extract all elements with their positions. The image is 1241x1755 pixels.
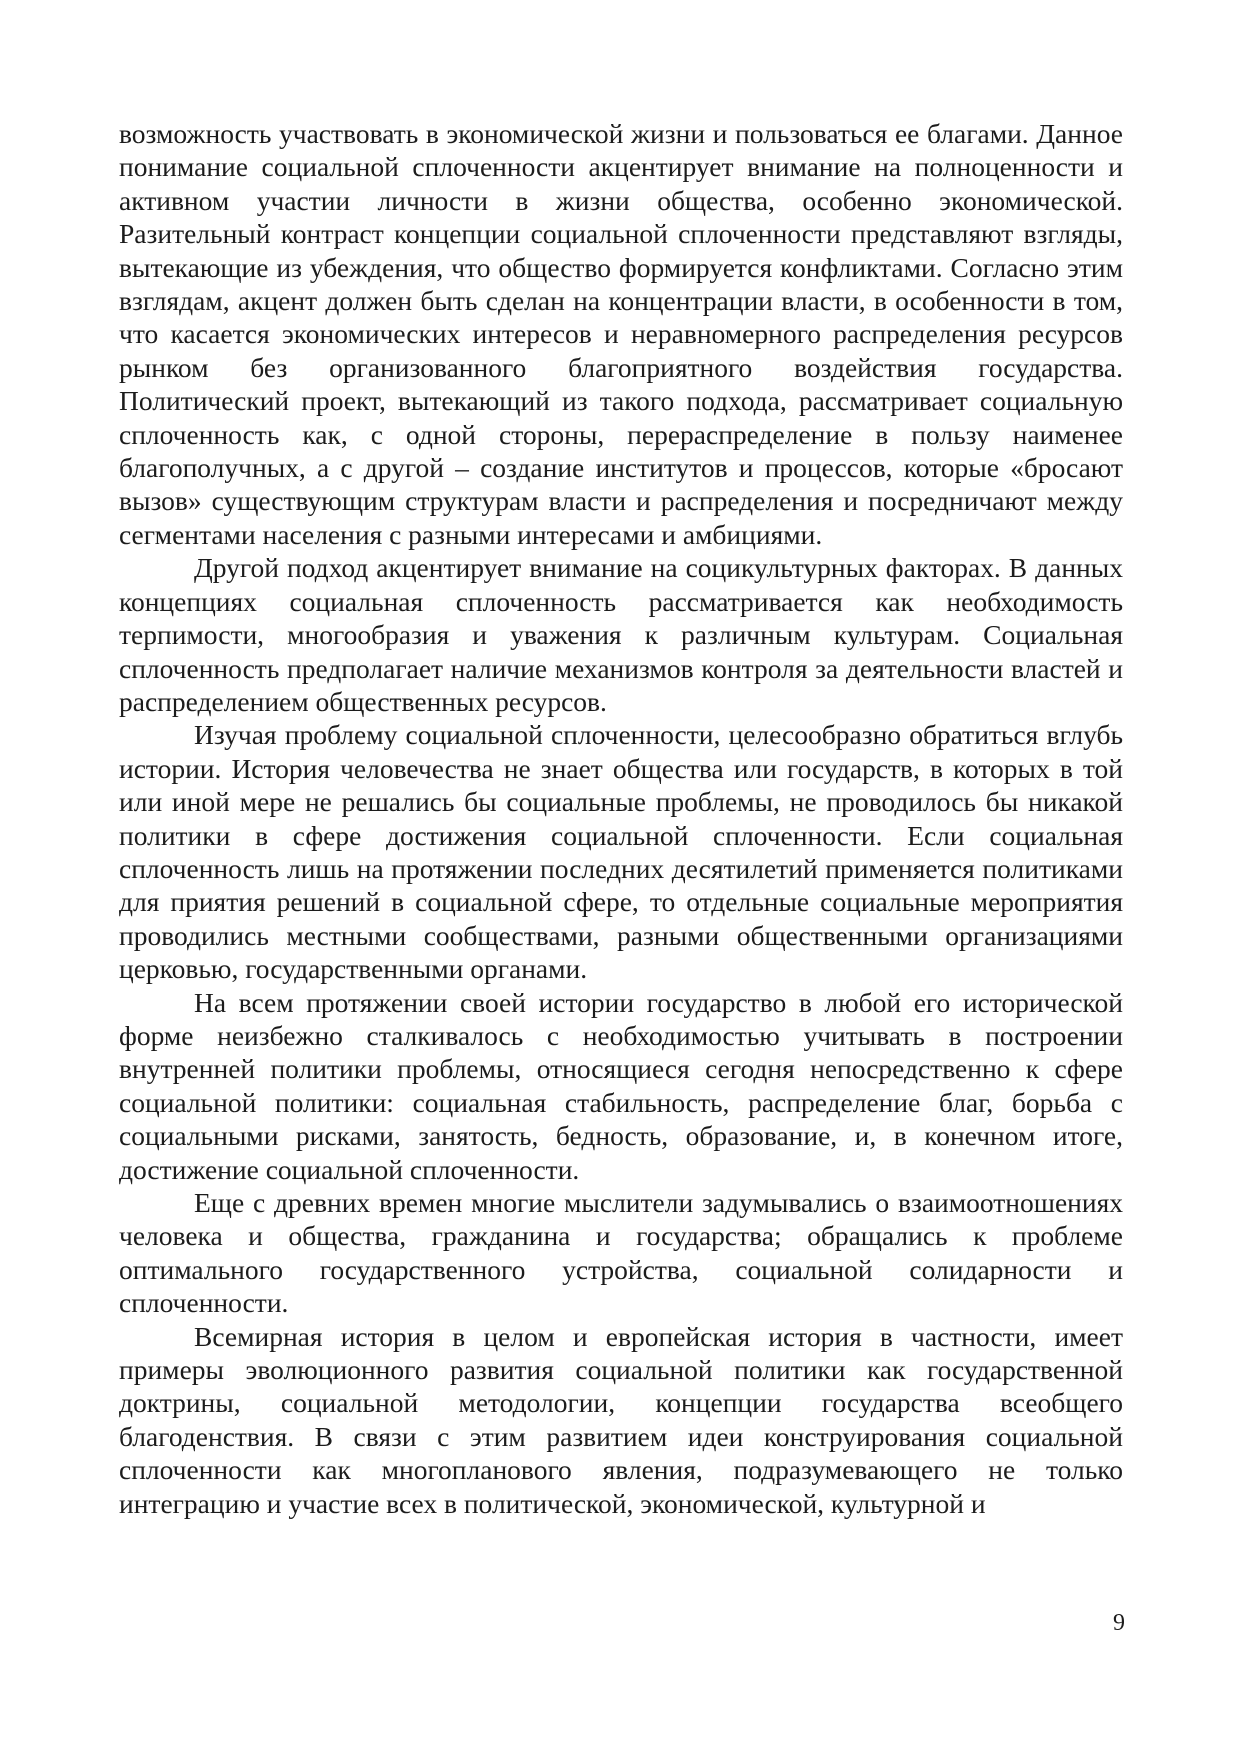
paragraph-continuation: возможность участвовать в экономической жизни и пользоваться ее благами. Данное понимание социальной сплоченности акцентирует внимание на полноценности и активном участии личности в жизни общества, особенно экономической. Разительный контраст концепции социальной сплоченности представляют взгляды, вытекающие из убеждения, что общество формируется конфликтами. Согласно этим взглядам, акцент должен быть сделан на концентрации власти, в особенности в том, что касается экономических интересов и неравномерного распределения ресурсов рынком без организованного благоприятного воздействия государства. Политический проект, вытекающий из такого подхода, рассматривает социальную сплоченность как, с одной стороны, перераспределение в пользу наименее благополучных, а с другой – создание институтов и процессов, которые «бросают вызов» существующим структурам власти и распределения и посредничают между сегментами населения с разными интересами и амбициями. <box>119 118 1123 550</box>
paragraph-history: Изучая проблему социальной сплоченности, целесообразно обратиться вглубь истории. История человечества не знает общества или государств, в которых в той или иной мере не решались бы социальные проблемы, не проводилось бы никакой политики в сфере достижения социальной сплоченности. Если социальная сплоченность лишь на протяжении последних десятилетий применяется политиками для приятия решений в социальной сфере, то отдельные социальные мероприятия проводились местными сообществами, разными общественными организациями церковью, государственными органами. <box>119 719 1123 985</box>
body-text <box>119 117 1123 1520</box>
paragraph-state: На всем протяжении своей истории государство в любой его исторической форме неизбежно сталкивалось с необходимостью учитывать в построении внутренней политики проблемы, относящиеся сегодня непосредственно к сфере социальной политики: социальная стабильность, распределение благ, борьба с социальными рисками, занятость, бедность, образование, и, в конечном итоге, достижение социальной сплоченности. <box>119 986 1123 1185</box>
paragraph-world-history: Всемирная история в целом и европейская история в частности, имеет примеры эволюционного развития социальной политики как государственной доктрины, социальной методологии, концепции государства всеобщего благоденствия. В связи с этим развитием идеи конструирования социальной сплоченности как многопланового явления, подразумевающего не только интеграцию и участие всех в политической, экономической, культурной и <box>119 1320 1123 1519</box>
paragraph-sociocultural: Другой подход акцентирует внимание на социкультурных факторах. В данных концепциях социальная сплоченность рассматривается как необходимость терпимости, многообразия и уважения к различным культурам. Социальная сплоченность предполагает наличие механизмов контроля за деятельности властей и распределением общественных ресурсов. <box>119 552 1123 717</box>
page-number: 9 <box>1113 1610 1125 1636</box>
paragraph-thinkers: Еще с древних времен многие мыслители задумывались о взаимоотношениях человека и общества, гражданина и государства; обращались к проблеме оптимального государственного устройства, социальной солидарности и сплоченности. <box>119 1187 1123 1319</box>
